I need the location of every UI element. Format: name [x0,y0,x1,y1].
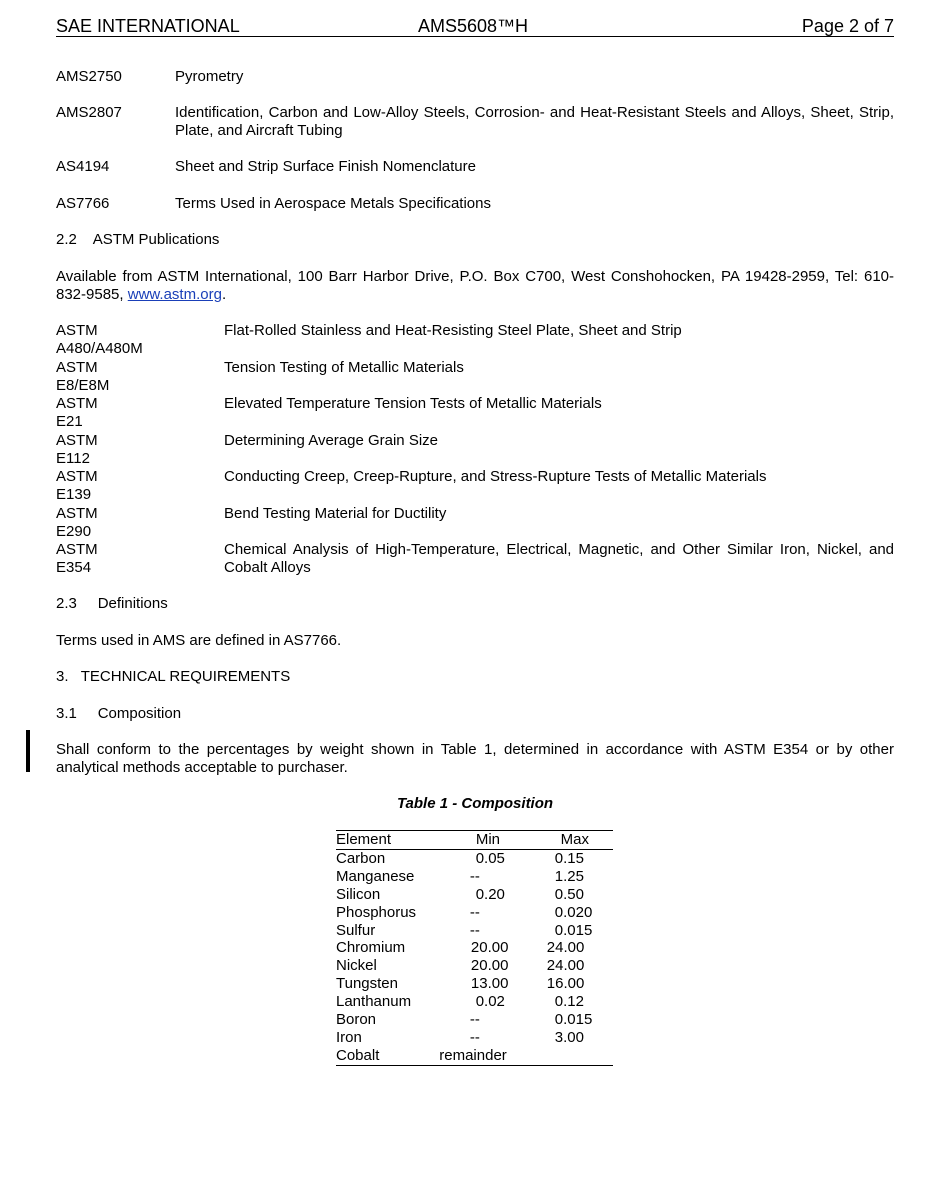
reference-title: Chemical Analysis of High-Temperature, Electrical, Magnetic, and Other Similar Iron, Nickel, and Cobalt Alloys [224,541,894,576]
cell-element: Boron [336,1011,377,1029]
table-caption: Table 1 - Composition [396,795,554,812]
section-heading-3-1: 3.1 Composition [56,705,182,722]
table-row [336,886,613,904]
reference-title: Conducting Creep, Creep-Rupture, and Stress-Rupture Tests of Metallic Materials [224,468,767,485]
header-page-number: Page 2 of 7 [801,16,894,36]
cell-max: 0.15 [554,849,584,867]
cell-min: 20.00 [470,957,509,975]
reference-title: Bend Testing Material for Ductility [224,505,447,522]
cell-element: Silicon [336,885,381,903]
cell-max: 3.00 [554,1028,584,1046]
cell-max: 24.00 [546,957,585,975]
astm-website-link[interactable]: www.astm.org [127,286,222,303]
table-row [336,1011,613,1029]
table-row [336,868,613,886]
reference-code: ASTM E112 [56,432,98,467]
cell-min: -- [469,921,480,939]
astm-availability-paragraph [56,268,894,304]
cell-element: Nickel [336,957,377,975]
cell-element: Carbon [336,849,386,867]
cell-min: 0.05 [475,849,505,867]
cell-max: 0.50 [554,885,584,903]
cell-max: 0.020 [554,903,593,921]
reference-code: AMS2750 [56,68,122,85]
table-row [336,1047,613,1065]
column-header-max: Max [560,831,589,848]
reference-title: Sheet and Strip Surface Finish Nomenclature [175,158,476,175]
reference-title: Determining Average Grain Size [224,432,438,449]
page-header [56,16,894,37]
cell-element: Lanthanum [336,993,412,1011]
reference-title: Pyrometry [175,68,244,85]
reference-title: Elevated Temperature Tension Tests of Metallic Materials [224,395,602,412]
header-org: SAE INTERNATIONAL [56,16,240,36]
cell-min: -- [469,903,480,921]
reference-code: AS7766 [56,195,110,212]
reference-title: Identification, Carbon and Low-Alloy Steels, Corrosion- and Heat-Resistant Steels and Alloys, Sheet, Strip, Plate, and Aircraft Tubing [175,104,894,139]
table-row [336,904,613,922]
reference-code: ASTM E21 [56,395,98,430]
table-header-row [336,831,613,850]
cell-min: remainder [439,1046,507,1064]
reference-title: Terms Used in Aerospace Metals Specifications [175,195,491,212]
cell-element: Manganese [336,867,415,885]
cell-element: Sulfur [336,921,376,939]
reference-code: ASTM E8/E8M [56,359,110,394]
cell-element: Tungsten [336,975,398,993]
cell-max: 1.25 [554,867,584,885]
reference-code: ASTM E354 [56,541,98,576]
table-row [336,957,613,975]
astm-availability-text: Available from ASTM International, 100 Barr Harbor Drive, P.O. Box C700, West Conshohocken, PA 19428-2959, Tel: 610-832-9585, [56,268,894,303]
table-row [336,939,613,957]
cell-min: 13.00 [470,975,509,993]
cell-element: Cobalt [336,1046,380,1064]
reference-code: ASTM A480/A480M [56,322,143,357]
table-row [336,975,613,993]
cell-min: 0.02 [475,993,505,1011]
column-header-min: Min [475,831,500,848]
cell-min: 20.00 [470,939,509,957]
cell-min: -- [469,1011,480,1029]
reference-title: Flat-Rolled Stainless and Heat-Resisting Steel Plate, Sheet and Strip [224,322,682,339]
reference-title: Tension Testing of Metallic Materials [224,359,464,376]
table-row [336,1029,613,1047]
sentence-period: . [221,286,227,303]
reference-code: ASTM E290 [56,505,98,540]
section-heading-2-3: 2.3 Definitions [56,595,168,612]
reference-code: AS4194 [56,158,110,175]
reference-code: AMS2807 [56,104,122,121]
table-row [336,922,613,940]
table-row [336,849,613,867]
cell-element: Iron [336,1028,362,1046]
composition-table [336,830,613,1066]
section-heading-2-2: 2.2 ASTM Publications [56,231,220,248]
table-row [336,993,613,1011]
definitions-paragraph: Terms used in AMS are defined in AS7766. [56,632,342,649]
cell-max: 0.015 [554,1011,593,1029]
section-heading-3: 3. TECHNICAL REQUIREMENTS [56,668,291,685]
reference-code: ASTM E139 [56,468,98,503]
cell-max: 24.00 [546,939,585,957]
cell-max: 16.00 [546,975,585,993]
cell-max: 0.12 [554,993,584,1011]
cell-min: 0.20 [475,885,505,903]
cell-min: -- [469,1028,480,1046]
composition-paragraph: Shall conform to the percentages by weight shown in Table 1, determined in accordance with ASTM E354 or by other analytical methods acceptable to purchaser. [56,741,894,776]
revision-change-bar [26,730,30,772]
cell-element: Phosphorus [336,903,417,921]
cell-element: Chromium [336,939,406,957]
cell-min: -- [469,867,480,885]
cell-max: 0.015 [554,921,593,939]
header-doc-number: AMS5608™H [418,16,529,36]
column-header-element: Element [336,831,392,848]
